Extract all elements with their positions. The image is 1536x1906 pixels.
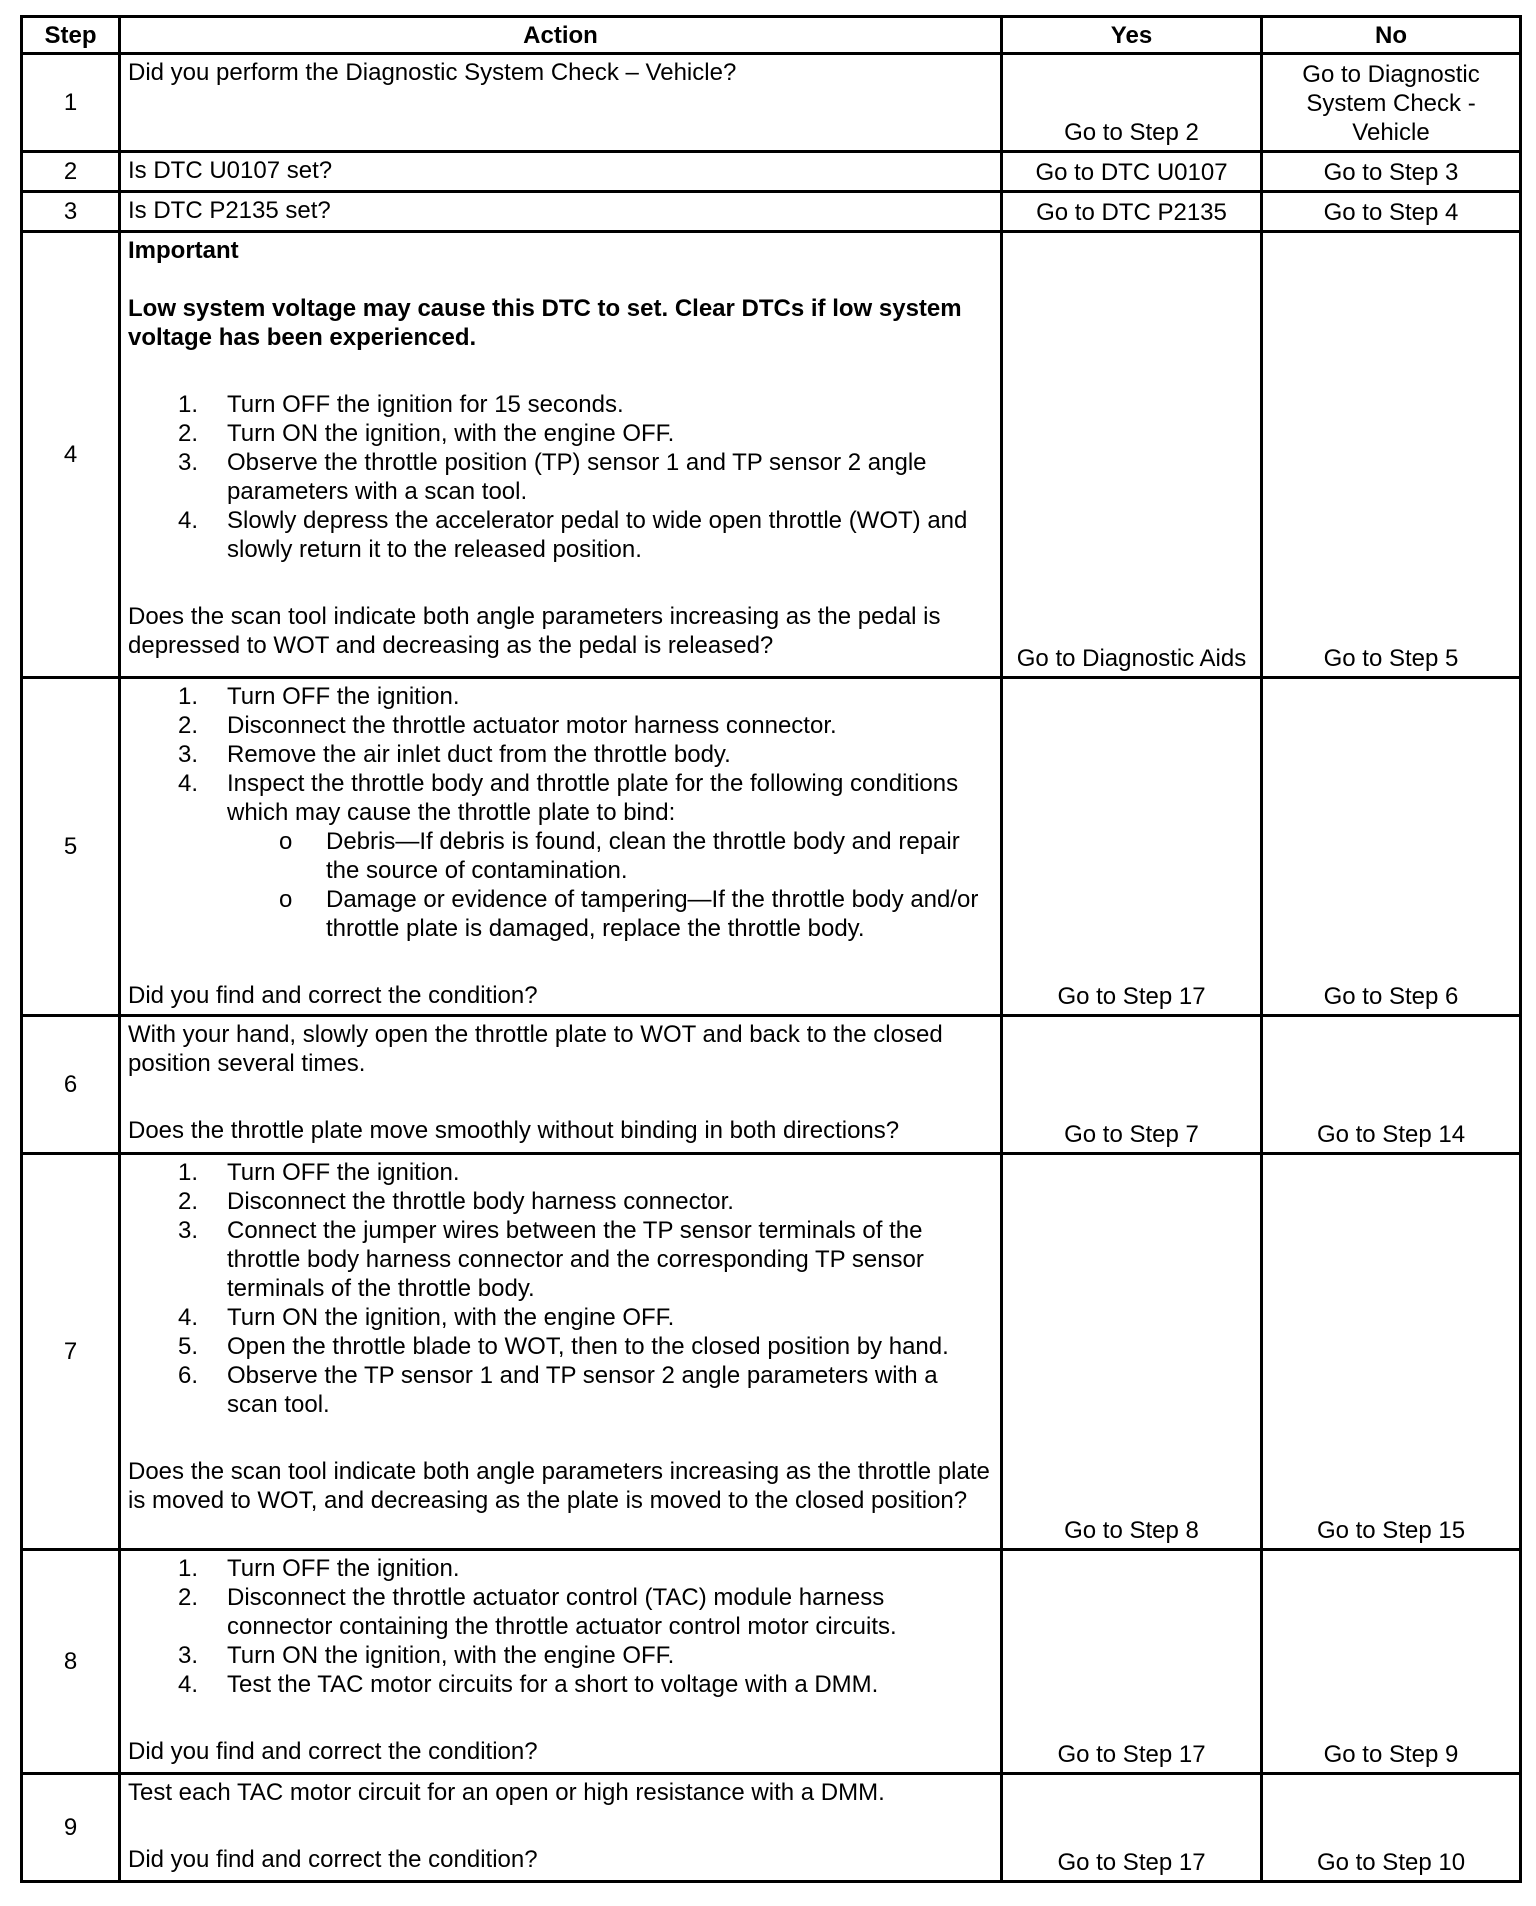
list-item [128, 740, 993, 769]
list-text: Turn ON the ignition, with the engine OFF. [227, 1304, 675, 1331]
list-item [128, 419, 993, 448]
condition-list [227, 827, 993, 943]
no-cell: Go to Step 14 [1262, 1016, 1521, 1154]
question-text: Is DTC P2135 set? [128, 197, 331, 224]
list-item [128, 1361, 993, 1419]
list-text: Disconnect the throttle actuator control (TAC) module harness connector containing the throttle actuator control motor circuits. [227, 1584, 897, 1640]
list-text: Observe the TP sensor 1 and TP sensor 2 angle parameters with a scan tool. [227, 1362, 938, 1418]
list-item [128, 1670, 993, 1699]
list-number: 1. [178, 1159, 199, 1186]
list-item [128, 1641, 993, 1670]
list-text: Open the throttle blade to WOT, then to the closed position by hand. [227, 1333, 949, 1360]
table-row [22, 1016, 1521, 1154]
question-text: Did you perform the Diagnostic System Check – Vehicle? [128, 59, 737, 86]
list-item [128, 506, 993, 564]
yes-cell: Go to Step 2 [1002, 54, 1262, 152]
bullet-marker: o [279, 828, 293, 855]
step-number: 3 [22, 192, 120, 232]
action-cell [120, 1774, 1002, 1882]
no-cell: Go to Step 4 [1262, 192, 1521, 232]
list-number: 3. [178, 449, 199, 476]
no-cell: Go to Step 9 [1262, 1550, 1521, 1774]
list-text: Turn OFF the ignition. [227, 683, 460, 710]
procedure-list [128, 1158, 993, 1419]
list-item [128, 1158, 993, 1187]
question-text: Does the scan tool indicate both angle parameters increasing as the throttle plate is moved to WOT, and decreasing as the plate is moved to the closed position? [128, 1458, 990, 1514]
no-cell: Go to Step 3 [1262, 152, 1521, 192]
list-text: Test the TAC motor circuits for a short to voltage with a DMM. [227, 1671, 879, 1698]
important-heading: Important [128, 237, 239, 264]
list-number: 2. [178, 1584, 199, 1611]
table-row [22, 54, 1521, 152]
table-row [22, 678, 1521, 1016]
step-number: 1 [22, 54, 120, 152]
no-cell: Go to Step 10 [1262, 1774, 1521, 1882]
bullet-marker: o [279, 886, 293, 913]
yes-cell: Go to Step 17 [1002, 1774, 1262, 1882]
action-cell [120, 1016, 1002, 1154]
question-text: Does the throttle plate move smoothly without binding in both directions? [128, 1117, 900, 1144]
list-number: 2. [178, 712, 199, 739]
table-row [22, 232, 1521, 678]
diagnostic-table [20, 15, 1522, 1883]
list-number: 1. [178, 391, 199, 418]
step-number: 4 [22, 232, 120, 678]
list-number: 4. [178, 770, 199, 797]
step-number: 8 [22, 1550, 120, 1774]
procedure-list [128, 1554, 993, 1699]
intro-text: With your hand, slowly open the throttle plate to WOT and back to the closed position several times. [128, 1021, 943, 1077]
action-cell [120, 152, 1002, 192]
table-row [22, 1154, 1521, 1550]
action-cell [120, 232, 1002, 678]
question-text: Does the scan tool indicate both angle parameters increasing as the pedal is depressed to WOT and decreasing as the pedal is released? [128, 603, 941, 659]
table-row [22, 1550, 1521, 1774]
step-number: 5 [22, 678, 120, 1016]
list-item [128, 390, 993, 419]
list-number: 2. [178, 420, 199, 447]
header-action: Action [120, 17, 1002, 54]
list-number: 4. [178, 1304, 199, 1331]
step-number: 7 [22, 1154, 120, 1550]
list-item [128, 1216, 993, 1303]
question-text: Did you find and correct the condition? [128, 1738, 538, 1765]
list-item [128, 1583, 993, 1641]
yes-cell: Go to Step 17 [1002, 678, 1262, 1016]
list-number: 3. [178, 1642, 199, 1669]
list-text: Disconnect the throttle actuator motor harness connector. [227, 712, 837, 739]
list-number: 1. [178, 683, 199, 710]
list-text: Turn ON the ignition, with the engine OFF. [227, 420, 675, 447]
table-row [22, 192, 1521, 232]
no-cell: Go to Step 6 [1262, 678, 1521, 1016]
list-item [128, 1332, 993, 1361]
question-text: Is DTC U0107 set? [128, 157, 333, 184]
list-item [128, 448, 993, 506]
yes-cell: Go to Diagnostic Aids [1002, 232, 1262, 678]
list-item [128, 769, 993, 943]
list-text: Turn ON the ignition, with the engine OFF. [227, 1642, 675, 1669]
list-item [128, 711, 993, 740]
header-no: No [1262, 17, 1521, 54]
list-text: Slowly depress the accelerator pedal to wide open throttle (WOT) and slowly return it to the released position. [227, 507, 968, 563]
step-number: 9 [22, 1774, 120, 1882]
list-item [128, 682, 993, 711]
action-cell [120, 1550, 1002, 1774]
list-number: 5. [178, 1333, 199, 1360]
list-number: 6. [178, 1362, 199, 1389]
list-number: 1. [178, 1555, 199, 1582]
action-cell [120, 54, 1002, 152]
sub-list-item [227, 885, 993, 943]
action-cell [120, 192, 1002, 232]
list-item [128, 1303, 993, 1332]
list-number: 3. [178, 741, 199, 768]
list-text: Turn OFF the ignition. [227, 1159, 460, 1186]
question-text: Did you find and correct the condition? [128, 1846, 538, 1873]
list-item [128, 1187, 993, 1216]
header-step: Step [22, 17, 120, 54]
list-text: Disconnect the throttle body harness connector. [227, 1188, 734, 1215]
table-row [22, 152, 1521, 192]
list-item [128, 1554, 993, 1583]
list-text: Turn OFF the ignition. [227, 1555, 460, 1582]
sub-list-text: Debris—If debris is found, clean the throttle body and repair the source of contamination. [326, 828, 960, 884]
yes-cell: Go to DTC U0107 [1002, 152, 1262, 192]
list-number: 4. [178, 507, 199, 534]
list-number: 2. [178, 1188, 199, 1215]
yes-cell: Go to Step 17 [1002, 1550, 1262, 1774]
list-text: Turn OFF the ignition for 15 seconds. [227, 391, 624, 418]
intro-text: Test each TAC motor circuit for an open or high resistance with a DMM. [128, 1779, 885, 1806]
no-cell: Go to Step 15 [1262, 1154, 1521, 1550]
header-row [22, 17, 1521, 54]
action-cell [120, 678, 1002, 1016]
yes-cell: Go to Step 7 [1002, 1016, 1262, 1154]
step-number: 6 [22, 1016, 120, 1154]
procedure-list [128, 390, 993, 564]
action-cell [120, 1154, 1002, 1550]
list-text: Inspect the throttle body and throttle plate for the following conditions which may cause the throttle plate to bind: [227, 770, 959, 826]
procedure-list [128, 682, 993, 943]
list-text: Connect the jumper wires between the TP sensor terminals of the throttle body harness connector and the corresponding TP sensor terminals of the throttle body. [227, 1217, 924, 1302]
list-number: 3. [178, 1217, 199, 1244]
list-text: Remove the air inlet duct from the throttle body. [227, 741, 731, 768]
step-number: 2 [22, 152, 120, 192]
list-text: Observe the throttle position (TP) sensor 1 and TP sensor 2 angle parameters with a scan tool. [227, 449, 927, 505]
important-note: Low system voltage may cause this DTC to set. Clear DTCs if low system voltage has been experienced. [128, 295, 962, 351]
question-text: Did you find and correct the condition? [128, 982, 538, 1009]
sub-list-item [227, 827, 993, 885]
sub-list-text: Damage or evidence of tampering—If the throttle body and/or throttle plate is damaged, replace the throttle body. [326, 886, 979, 942]
yes-cell: Go to DTC P2135 [1002, 192, 1262, 232]
list-number: 4. [178, 1671, 199, 1698]
header-yes: Yes [1002, 17, 1262, 54]
yes-cell: Go to Step 8 [1002, 1154, 1262, 1550]
no-cell: Go to Step 5 [1262, 232, 1521, 678]
no-cell: Go to Diagnostic System Check - Vehicle [1262, 54, 1521, 152]
table-row [22, 1774, 1521, 1882]
